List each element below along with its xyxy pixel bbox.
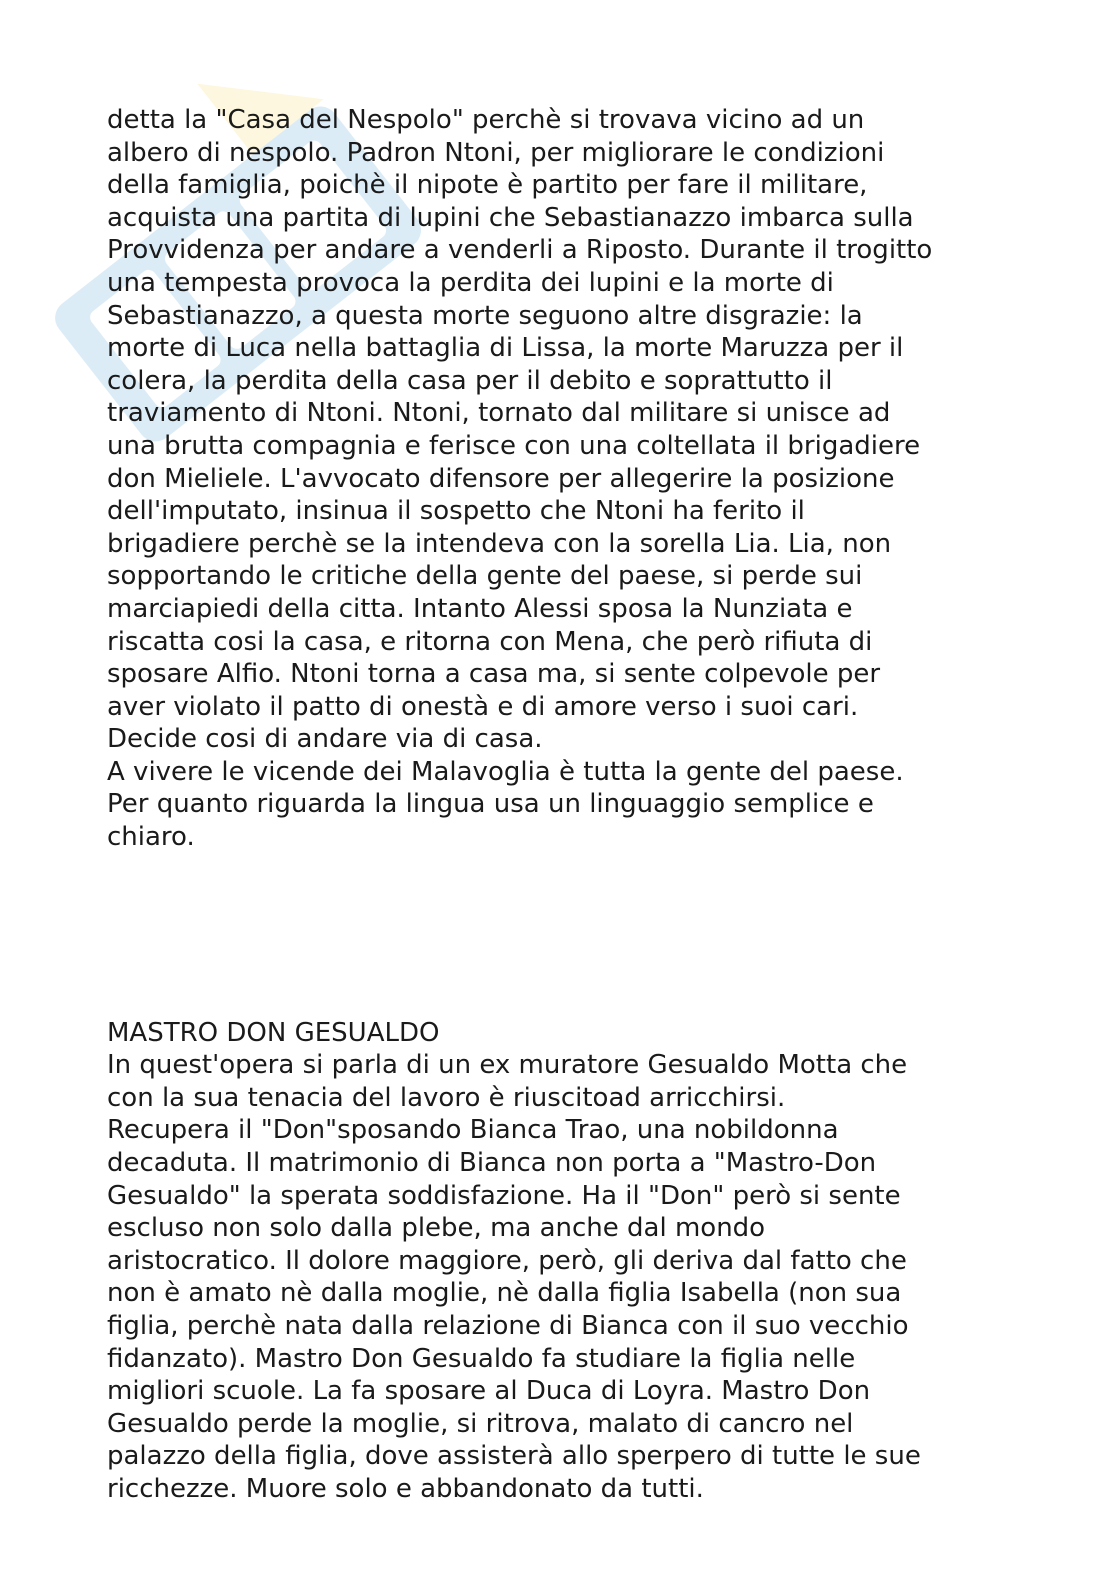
- text-line: don Mieliele. L'avvocato difensore per allegerire la posizione: [107, 463, 895, 494]
- text-line: Sebastianazzo, a questa morte seguono altre disgrazie: la: [107, 300, 863, 331]
- document-text: [107, 104, 1007, 1506]
- text-line: fidanzato). Mastro Don Gesualdo fa studiare la figlia nelle: [107, 1343, 856, 1374]
- section-malavoglia-paragraph: [107, 104, 1007, 854]
- text-line: acquista una partita di lupini che Sebastianazzo imbarca sulla: [107, 202, 914, 233]
- text-line: palazzo della figlia, dove assisterà allo sperpero di tutte le sue: [107, 1441, 921, 1472]
- text-line: Gesualdo" la sperata soddisfazione. Ha il "Don" però si sente: [107, 1180, 901, 1211]
- text-line: una brutta compagnia e ferisce con una coltellata il brigadiere: [107, 430, 921, 461]
- text-line: ricchezze. Muore solo e abbandonato da tutti.: [107, 1473, 704, 1504]
- text-line: aristocratico. Il dolore maggiore, però, gli deriva dal fatto che: [107, 1245, 907, 1276]
- text-line: Provvidenza per andare a venderli a Riposto. Durante il trogitto: [107, 235, 933, 266]
- text-line: chiaro.: [107, 822, 195, 853]
- text-line: sposare Alfio. Ntoni torna a casa ma, si sente colpevole per: [107, 659, 881, 690]
- text-line: decaduta. Il matrimonio di Bianca non porta a "Mastro-Don: [107, 1148, 877, 1179]
- text-line: migliori scuole. La fa sposare al Duca di Loyra. Mastro Don: [107, 1376, 871, 1407]
- text-line: riscatta cosi la casa, e ritorna con Mena, che però rifiuta di: [107, 626, 873, 657]
- text-line: escluso non solo dalla plebe, ma anche dal mondo: [107, 1213, 766, 1244]
- section-mastro-don-gesualdo: [107, 1017, 1007, 1506]
- text-line: non è amato nè dalla moglie, nè dalla figlia Isabella (non sua: [107, 1278, 902, 1309]
- text-line: detta la "Casa del Nespolo" perchè si trovava vicino ad un: [107, 105, 865, 135]
- text-line: Decide cosi di andare via di casa.: [107, 724, 543, 755]
- text-line: colera, la perdita della casa per il debito e soprattutto il: [107, 365, 833, 396]
- text-line: In quest'opera si parla di un ex muratore Gesualdo Motta che: [107, 1050, 908, 1081]
- text-line: traviamento di Ntoni. Ntoni, tornato dal militare si unisce ad: [107, 398, 891, 429]
- text-line: marciapiedi della citta. Intanto Alessi sposa la Nunziata e: [107, 593, 853, 624]
- text-line: con la sua tenacia del lavoro è riuscitoad arricchirsi.: [107, 1082, 786, 1113]
- text-line: Per quanto riguarda la lingua usa un linguaggio semplice e: [107, 789, 874, 820]
- text-line: una tempesta provoca la perdita dei lupini e la morte di: [107, 267, 834, 298]
- text-line: Gesualdo perde la moglie, si ritrova, malato di cancro nel: [107, 1408, 854, 1439]
- section-spacer: [107, 854, 1007, 1017]
- text-line: morte di Luca nella battaglia di Lissa, la morte Maruzza per il: [107, 333, 904, 364]
- text-line: della famiglia, poichè il nipote è partito per fare il militare,: [107, 170, 868, 201]
- text-line: albero di nespolo. Padron Ntoni, per migliorare le condizioni: [107, 137, 885, 168]
- text-line: brigadiere perchè se la intendeva con la sorella Lia. Lia, non: [107, 528, 892, 559]
- section-title: MASTRO DON GESUALDO: [107, 1017, 440, 1048]
- text-line: sopportando le critiche della gente del paese, si perde sui: [107, 561, 863, 592]
- text-line: figlia, perchè nata dalla relazione di Bianca con il suo vecchio: [107, 1311, 909, 1341]
- text-line: A vivere le vicende dei Malavoglia è tutta la gente del paese.: [107, 756, 904, 787]
- text-line: dell'imputato, insinua il sospetto che Ntoni ha ferito il: [107, 496, 805, 527]
- text-line: aver violato il patto di onestà e di amore verso i suoi cari.: [107, 691, 859, 722]
- text-line: Recupera il "Don"sposando Bianca Trao, una nobildonna: [107, 1115, 839, 1146]
